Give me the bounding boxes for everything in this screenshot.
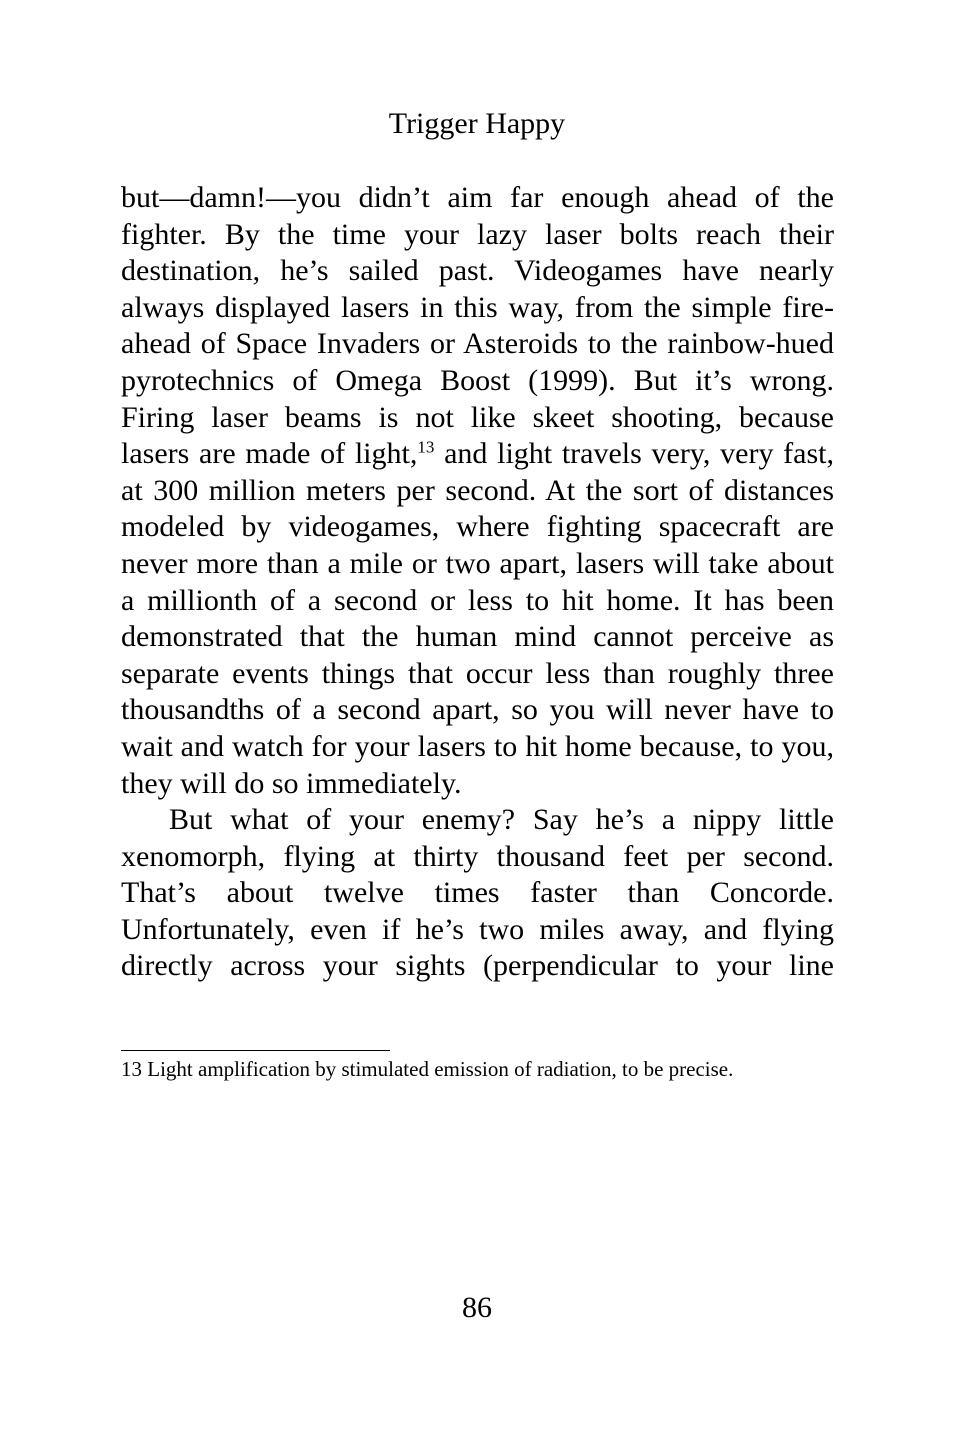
paragraph: But what of your enemy? Say he’s a nippy little xenomorph, flying at thirty thousand feet per second. That’s about twelve times faster than Concorde. Unfortunately, even if he’s two miles away, and flying directly across your sights (perpendicular to your line — [121, 803, 834, 983]
paragraph-continued — [121, 180, 834, 802]
page-number: 86 — [462, 1291, 492, 1324]
footnote-text: 13 Light amplification by stimulated emission of radiation, to be precise. — [121, 1057, 734, 1081]
paragraph-text: but—damn!—you didn’t aim far enough ahead of the fighter. By the time your lazy laser bolts reach their destination, he’s sailed past. Videogames have nearly always displayed lasers in this way, from the simple fire-ahead of Space Invaders or Asteroids to the rainbow-hued pyrotechnics of Omega Boost (1999). But it’s wrong. Firing laser beams is not like skeet shooting, because lasers are made of light, — [121, 181, 834, 471]
footnote-reference: 13 — [417, 437, 435, 457]
footnote-separator-rule — [121, 1050, 390, 1051]
paragraph-text: and light travels very, very fast, at 300 million meters per second. At the sort of distances modeled by videogames, where fighting spacecraft are never more than a mile or two apart, lasers will take about a millionth of a second or less to hit home. It has been demonstrated that the human mind cannot perceive as separate events things that occur less than roughly three thousandths of a second apart, so you will never have to wait and watch for your lasers to hit home because, to you, they will do so immediately. — [121, 437, 834, 800]
body-text — [121, 180, 834, 985]
running-head-title: Trigger Happy — [388, 107, 566, 140]
